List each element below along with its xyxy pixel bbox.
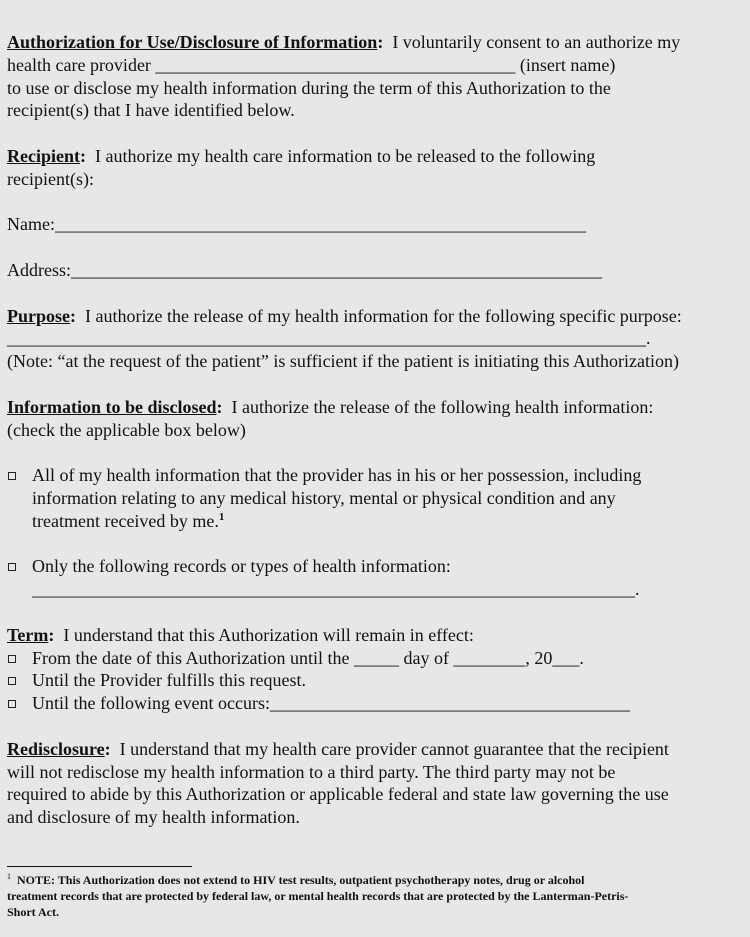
purpose-field[interactable]: _______________________________________________________________________.: [7, 328, 651, 349]
information-option-all-line1: All of my health information that the provider has in his or her possession, including: [32, 465, 642, 486]
information-text-line1: I authorize the release of the following health information:: [231, 396, 654, 417]
redisclosure-heading: Redisclosure: [7, 738, 105, 759]
authorization-form: [7, 31, 745, 829]
information-section: Information to be disclosed: I authorize the release of the following health information: (check the applicable box below) All of my health information that the provider has in his or her possession, including information relating to any medical history, mental or physical condition and any treatment received by me.$^1$ Only the following records or types of health information: ___________________________________________________________________.: [7, 396, 745, 601]
authorization-provider-line[interactable]: health care provider ________________________________________ (insert name): [7, 54, 616, 75]
authorization-section: Authorization for Use/Disclosure of Information: I voluntarily consent to an authorize my health care provider ________________________________________ (insert name) to use or disclose my health information during the term of this Authorization to the recipient(s) that I have identified below.: [7, 31, 745, 122]
recipient-name-field[interactable]: Name:___________________________________________________________: [7, 214, 586, 235]
footnote-reference: 1: [218, 510, 225, 523]
purpose-note: (Note: “at the request of the patient” is sufficient if the patient is initiating this Authorization): [7, 351, 679, 372]
information-option-all-line2: information relating to any medical history, mental or physical condition and any: [32, 487, 616, 508]
footnote-line3: Short Act.: [7, 905, 59, 919]
authorization-text-line1: I voluntarily consent to an authorize my: [392, 32, 681, 52]
information-option-all-checkbox[interactable]: [8, 472, 16, 480]
recipient-text-line1: I authorize my health care information to be released to the following: [94, 145, 596, 166]
information-option-specific: [7, 555, 745, 601]
footnote-line2: treatment records that are protected by federal law, or mental health records that are protected by the Lanterman-Petris-: [7, 889, 629, 903]
redisclosure-text-line4: and disclosure of my health information.: [7, 807, 300, 828]
purpose-heading: Purpose: [7, 305, 70, 326]
footnote-line1: NOTE: This Authorization does not extend to HIV test results, outpatient psychotherapy notes, drug or alcohol: [17, 873, 585, 887]
recipient-heading: Recipient: [7, 145, 80, 166]
redisclosure-text-line2: will not redisclose my health information to a third party. The third party may not be: [7, 761, 616, 782]
term-text-line1: I understand that this Authorization will remain in effect:: [63, 624, 474, 645]
footnote-divider: [7, 866, 192, 867]
information-option-specific-line1: Only the following records or types of health information:: [32, 556, 451, 577]
authorization-text-line3: to use or disclose my health information during the term of this Authorization to the: [7, 77, 611, 98]
information-option-all-line3: treatment received by me.: [32, 510, 219, 531]
redisclosure-section: Redisclosure: I understand that my health care provider cannot guarantee that the recipient will not redisclose my health information to a third party. The third party may not be required to abide by this Authorization or applicable federal and state law governing the use and disclosure of my health information.: [7, 738, 745, 829]
recipient-address-field[interactable]: Address:___________________________________________________________: [7, 259, 602, 280]
recipient-section: Recipient: I authorize my health care information to be released to the following recipient(s): Name:___________________________________________________________ Address:___________________________________________________________: [7, 145, 745, 282]
redisclosure-text-line1: I understand that my health care provider cannot guarantee that the recipient: [119, 738, 669, 759]
redisclosure-text-line3: required to abide by this Authorization or applicable federal and state law governing the use: [7, 784, 669, 805]
term-option-event-text[interactable]: Until the following event occurs:________________________________________: [32, 693, 630, 714]
term-option-date-text[interactable]: From the date of this Authorization until the _____ day of ________, 20___.: [32, 647, 584, 668]
information-option-specific-checkbox[interactable]: [8, 563, 16, 571]
term-option-date-checkbox[interactable]: [8, 655, 16, 663]
information-text-line2: (check the applicable box below): [7, 419, 246, 440]
term-option-event-checkbox[interactable]: [8, 700, 16, 708]
information-option-specific-field[interactable]: ___________________________________________________________________.: [32, 579, 640, 600]
authorization-heading: Authorization for Use/Disclosure of Information: [7, 32, 378, 52]
footnote-marker: 1: [7, 872, 11, 881]
information-heading: Information to be disclosed: [7, 396, 217, 417]
footnote: [7, 872, 745, 920]
term-option-fulfilled-text: Until the Provider fulfills this request.: [32, 670, 306, 691]
purpose-text-line1: I authorize the release of my health information for the following specific purpose:: [85, 305, 682, 326]
authorization-text-line4: recipient(s) that I have identified below.: [7, 100, 295, 121]
information-option-all: [7, 464, 745, 532]
term-section: Term: I understand that this Authorization will remain in effect: From the date of this Authorization until the _____ day of ________, 20___. Until the Provider fulfills this request. Until the following event occurs:________________________________________: [7, 624, 745, 715]
recipient-text-line2: recipient(s):: [7, 168, 94, 189]
term-option-fulfilled: [7, 669, 745, 692]
term-option-fulfilled-checkbox[interactable]: [8, 677, 16, 685]
term-heading: Term: [7, 624, 49, 645]
term-option-date: [7, 647, 745, 670]
purpose-section: Purpose: I authorize the release of my health information for the following specific purpose: _______________________________________________________________________. (Note: “at the request of the patient” is sufficient if the patient is initiating this Authorization): [7, 305, 745, 373]
term-option-event: [7, 692, 745, 715]
